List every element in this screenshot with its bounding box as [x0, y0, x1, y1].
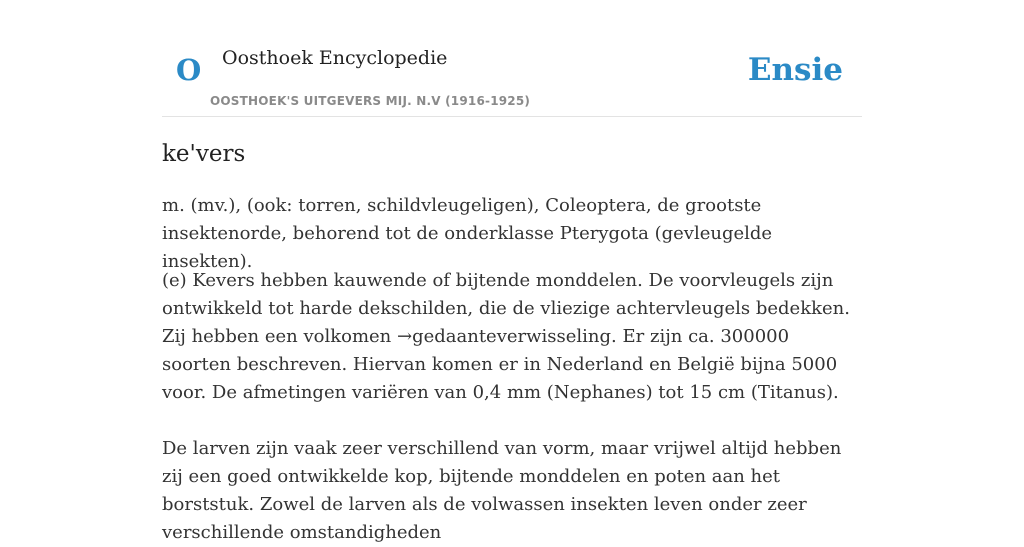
site-header [162, 0, 862, 117]
entry-paragraph-definition: m. (mv.), (ook: torren, schildvleugeligen), Coleoptera, de grootste insektenorde, behorend tot de onderklasse Pterygota (gevleugelde insekten). [162, 195, 773, 272]
ensie-logo[interactable]: Ensie [747, 52, 843, 88]
book-logo-icon[interactable]: O [176, 53, 202, 87]
entry-headword: ke'vers [162, 141, 246, 167]
book-title[interactable]: Oosthoek Encyclopedie [222, 47, 448, 69]
publisher-subtitle: OOSTHOEK'S UITGEVERS MIJ. N.V (1916-1925) [210, 94, 531, 108]
entry-paragraph-larvae: De larven zijn vaak zeer verschillend van vorm, maar vrijwel altijd hebben zij een goed ontwikkelde kop, bijtende monddelen en poten aan het borststuk. Zowel de larven als de volwassen insekten leven onder zeer verschillende omstandigheden [162, 438, 842, 543]
entry-paragraph-description: (e) Kevers hebben kauwende of bijtende monddelen. De voorvleugels zijn ontwikkeld tot harde dekschilden, die de vliezige achtervleugels bedekken. Zij hebben een volkomen →gedaanteverwisseling. Er zijn ca. 300000 soorten beschreven. Hiervan komen er in Nederland en België bijna 5000 voor. De afmetingen variëren van 0,4 mm (Nephanes) tot 15 cm (Titanus). [162, 270, 850, 403]
article-page [162, 0, 862, 543]
